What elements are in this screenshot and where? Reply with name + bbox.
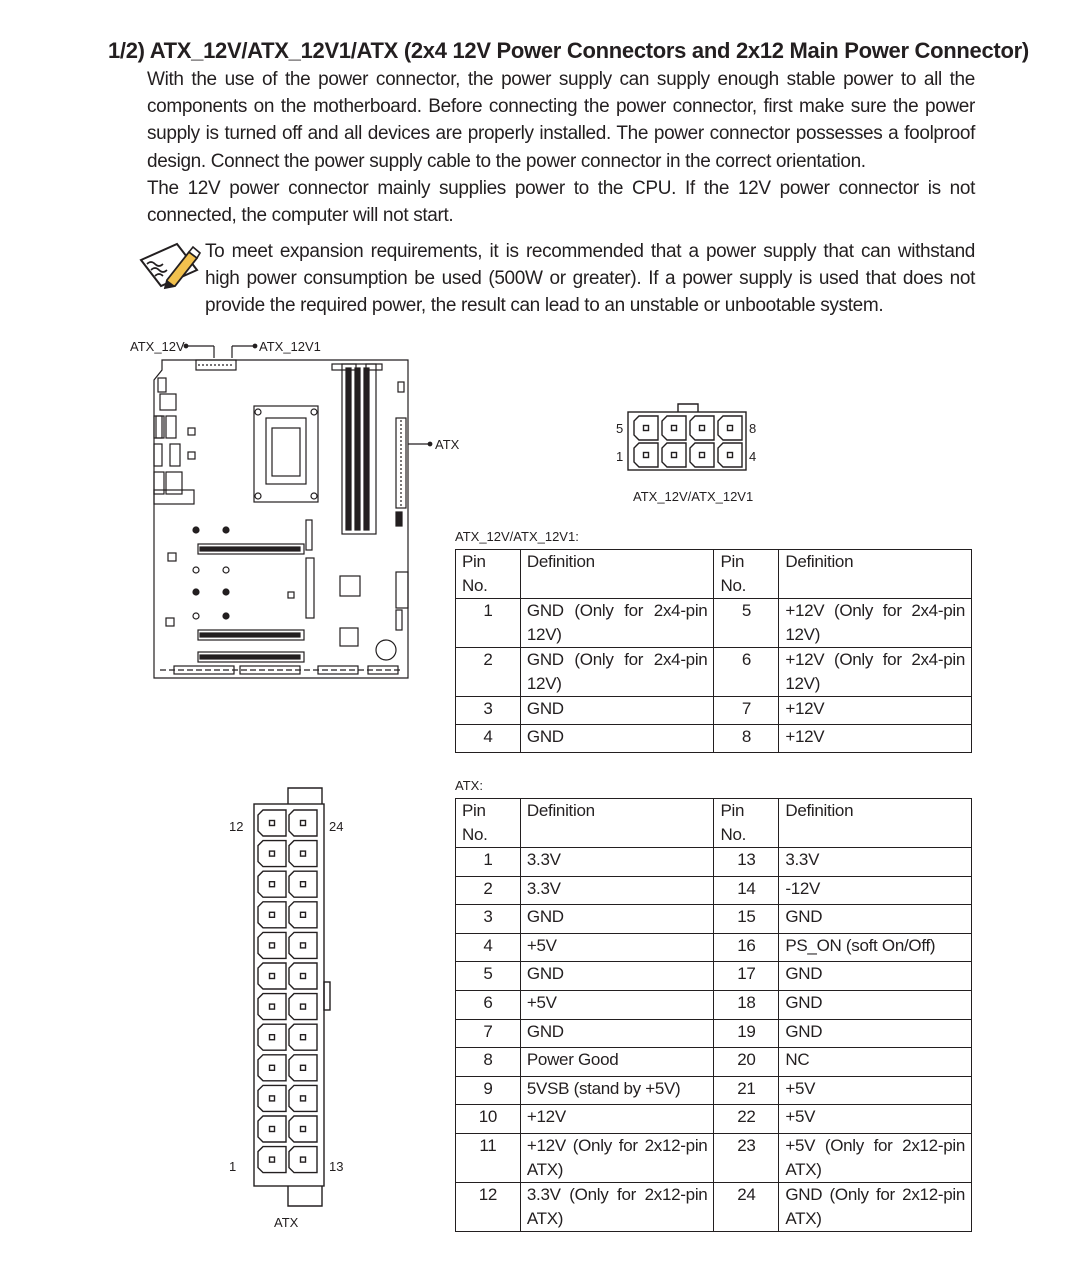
atx-pin-table [455,798,972,1232]
pin-contact [728,426,733,431]
pin-contact [270,1035,275,1040]
pin-contact [301,1096,306,1101]
pin-contact [301,821,306,826]
pin-contact [672,453,677,458]
pin-number-cell: 1 [456,848,521,877]
pin-definition-cell: 3.3V [779,848,972,877]
connector-pin [289,1024,317,1050]
connector-pin [289,810,317,836]
pin-number-cell: 10 [456,1105,521,1134]
pin-number-cell: 12 [456,1182,521,1231]
connector-pin [258,1116,286,1142]
pin-contact [700,453,705,458]
conn8-label-bottom-left: 1 [616,449,624,464]
connector-pin [289,963,317,989]
connector-pin [258,810,286,836]
pin-definition-cell: GND [520,905,714,934]
pin-contact [301,943,306,948]
pin-number-cell: 20 [714,1048,779,1077]
conn24-caption: ATX [274,1215,299,1230]
pin-contact [728,453,733,458]
pin-contact [301,1157,306,1162]
table-row [456,1019,972,1048]
pin-number-cell: 21 [714,1076,779,1105]
pin-contact [700,426,705,431]
pin-definition-cell: GND [520,697,714,725]
pin-definition-cell: +5V [520,990,714,1019]
table-row [456,990,972,1019]
pin-definition-cell: +12V [779,697,972,725]
connector-pin [258,1024,286,1050]
connector-pin [718,416,742,440]
pin-number-cell: 2 [456,648,521,697]
table-row [456,648,972,697]
connector-pin [258,1085,286,1111]
table-row [456,1048,972,1077]
table-row [456,848,972,877]
conn8-label-top-left: 5 [616,421,624,436]
conn24-pin-diagram [250,786,336,1210]
connector-pin [289,871,317,897]
table-row [456,725,972,753]
pin-number-cell: 7 [714,697,779,725]
pin-number-cell: 6 [714,648,779,697]
table2-caption: ATX: [455,778,483,793]
pin-contact [270,882,275,887]
section-title: 1/2) ATX_12V/ATX_12V1/ATX (2x4 12V Power Connectors and 2x12 Main Power Connector) [108,38,1029,63]
pin-contact [270,1127,275,1132]
header-cell: Definition [520,799,714,848]
table-row [456,1182,972,1231]
connector-pin [258,871,286,897]
intro-text [147,66,975,229]
pin-number-cell: 18 [714,990,779,1019]
motherboard-diagram [140,340,440,685]
header-cell: Pin No. [714,799,779,848]
pin-number-cell: 1 [456,599,521,648]
connector-pin [258,932,286,958]
table-header-row [456,550,972,599]
pin-contact [672,426,677,431]
pin-number-cell: 6 [456,990,521,1019]
connector-pin [662,416,686,440]
pin-number-cell: 4 [456,725,521,753]
note-text: To meet expansion requirements, it is recommended that a power supply that can withstand high power consumption be used (500W or greater). If a power supply is used that does not provide the required power, the result can lead to an unstable or unbootable system. [205,241,975,317]
header-cell: Definition [779,799,972,848]
pin-number-cell: 14 [714,876,779,905]
connector-pin [258,1055,286,1081]
pin-definition-cell: PS_ON (soft On/Off) [779,933,972,962]
pin-number-cell: 24 [714,1182,779,1231]
label-atx12v: ATX_12V [130,339,185,354]
pin-definition-cell: GND (Only for 2x4-pin 12V) [520,599,714,648]
pin-definition-cell: GND [779,962,972,991]
pin-contact [301,1004,306,1009]
pin-number-cell: 2 [456,876,521,905]
pin-number-cell: 5 [456,962,521,991]
table-row [456,933,972,962]
table-row [456,1076,972,1105]
pin-definition-cell: GND [779,905,972,934]
pin-contact [301,1065,306,1070]
table-row [456,962,972,991]
pin-contact [301,912,306,917]
pin-number-cell: 5 [714,599,779,648]
pin-number-cell: 7 [456,1019,521,1048]
connector-pin [289,932,317,958]
connector-pin [289,1116,317,1142]
label-atx12v1: ATX_12V1 [259,339,321,354]
label-atx: ATX [435,437,460,452]
conn24-label-bottom-left: 1 [229,1159,237,1174]
table-header-row [456,799,972,848]
connector-pin [258,841,286,867]
table-row [456,697,972,725]
pin-contact [301,1035,306,1040]
pin-definition-cell: -12V [779,876,972,905]
pin-contact [270,1096,275,1101]
connector-pin [289,1055,317,1081]
pin-definition-cell: Power Good [520,1048,714,1077]
header-cell: Pin No. [714,550,779,599]
header-cell: Pin No. [456,550,521,599]
paragraph-1: With the use of the power connector, the power supply can supply enough stable power to all the components on the motherboard. Before connecting the power connector, first make sure the power supply is turned off and all devices are properly installed. The power connector possesses a foolproof design. Connect the power supply cable to the power connector in the correct orientation. [147,69,975,172]
pin-definition-cell: GND [520,1019,714,1048]
pin-number-cell: 19 [714,1019,779,1048]
pin-contact [301,1127,306,1132]
pin-number-cell: 23 [714,1133,779,1182]
conn8-caption: ATX_12V/ATX_12V1 [633,489,754,504]
header-cell: Pin No. [456,799,521,848]
pin-number-cell: 17 [714,962,779,991]
conn24-label-bottom-right: 13 [329,1159,344,1174]
note-pencil-icon [137,240,201,292]
pin-definition-cell: +12V (Only for 2x4-pin 12V) [779,599,972,648]
table-row [456,1133,972,1182]
pin-definition-cell: GND [520,962,714,991]
pin-definition-cell: +5V [779,1105,972,1134]
connector-pin [718,443,742,467]
pin-contact [270,1157,275,1162]
pin-definition-cell: +12V (Only for 2x12-pin ATX) [520,1133,714,1182]
pin-definition-cell: +5V [779,1076,972,1105]
connector-pin [690,416,714,440]
connector-pin [690,443,714,467]
pin-definition-cell: +5V (Only for 2x12-pin ATX) [779,1133,972,1182]
conn8-label-top-right: 8 [749,421,757,436]
table1-caption: ATX_12V/ATX_12V1: [455,529,579,544]
pin-number-cell: 13 [714,848,779,877]
pin-contact [270,974,275,979]
table-row [456,1105,972,1134]
connector-pin [258,994,286,1020]
pin-definition-cell: 3.3V [520,876,714,905]
pin-definition-cell: 3.3V [520,848,714,877]
pin-contact [301,851,306,856]
connector-pin [258,1147,286,1173]
pin-number-cell: 3 [456,905,521,934]
pin-number-cell: 15 [714,905,779,934]
connector-pin [289,841,317,867]
atx12v-pin-table [455,549,972,753]
pin-contact [301,974,306,979]
connector-pin [258,963,286,989]
pin-definition-cell: NC [779,1048,972,1077]
connector-pin [289,1085,317,1111]
pin-definition-cell: 3.3V (Only for 2x12-pin ATX) [520,1182,714,1231]
pin-contact [270,821,275,826]
pin-number-cell: 22 [714,1105,779,1134]
connector-pin [289,902,317,928]
pin-definition-cell: GND [520,725,714,753]
connector-pin [289,994,317,1020]
connector-pin [634,443,658,467]
conn8-label-bottom-right: 4 [749,449,757,464]
conn24-label-top-right: 24 [329,819,344,834]
pin-contact [270,1065,275,1070]
pin-number-cell: 3 [456,697,521,725]
pin-contact [270,943,275,948]
pin-contact [270,851,275,856]
pin-number-cell: 8 [714,725,779,753]
pin-number-cell: 11 [456,1133,521,1182]
pin-number-cell: 4 [456,933,521,962]
pin-definition-cell: +12V (Only for 2x4-pin 12V) [779,648,972,697]
pin-definition-cell: GND [779,990,972,1019]
pin-definition-cell: +12V [520,1105,714,1134]
table-row [456,905,972,934]
conn24-label-top-left: 12 [229,819,244,834]
pin-contact [270,1004,275,1009]
pin-definition-cell: GND (Only for 2x12-pin ATX) [779,1182,972,1231]
header-cell: Definition [520,550,714,599]
pin-contact [270,912,275,917]
pin-definition-cell: +12V [779,725,972,753]
paragraph-2: The 12V power connector mainly supplies power to the CPU. If the 12V power connector is not connected, the computer will not start. [147,177,975,227]
conn8-pin-diagram [626,402,750,474]
connector-pin [662,443,686,467]
header-cell: Definition [779,550,972,599]
connector-pin [289,1147,317,1173]
table-row [456,876,972,905]
pin-number-cell: 16 [714,933,779,962]
connector-pin [258,902,286,928]
pin-contact [644,453,649,458]
pin-definition-cell: GND (Only for 2x4-pin 12V) [520,648,714,697]
pin-contact [301,882,306,887]
pin-definition-cell: +5V [520,933,714,962]
pin-number-cell: 8 [456,1048,521,1077]
pin-definition-cell: GND [779,1019,972,1048]
pin-contact [644,426,649,431]
pin-number-cell: 9 [456,1076,521,1105]
connector-pin [634,416,658,440]
pin-definition-cell: 5VSB (stand by +5V) [520,1076,714,1105]
table-row [456,599,972,648]
